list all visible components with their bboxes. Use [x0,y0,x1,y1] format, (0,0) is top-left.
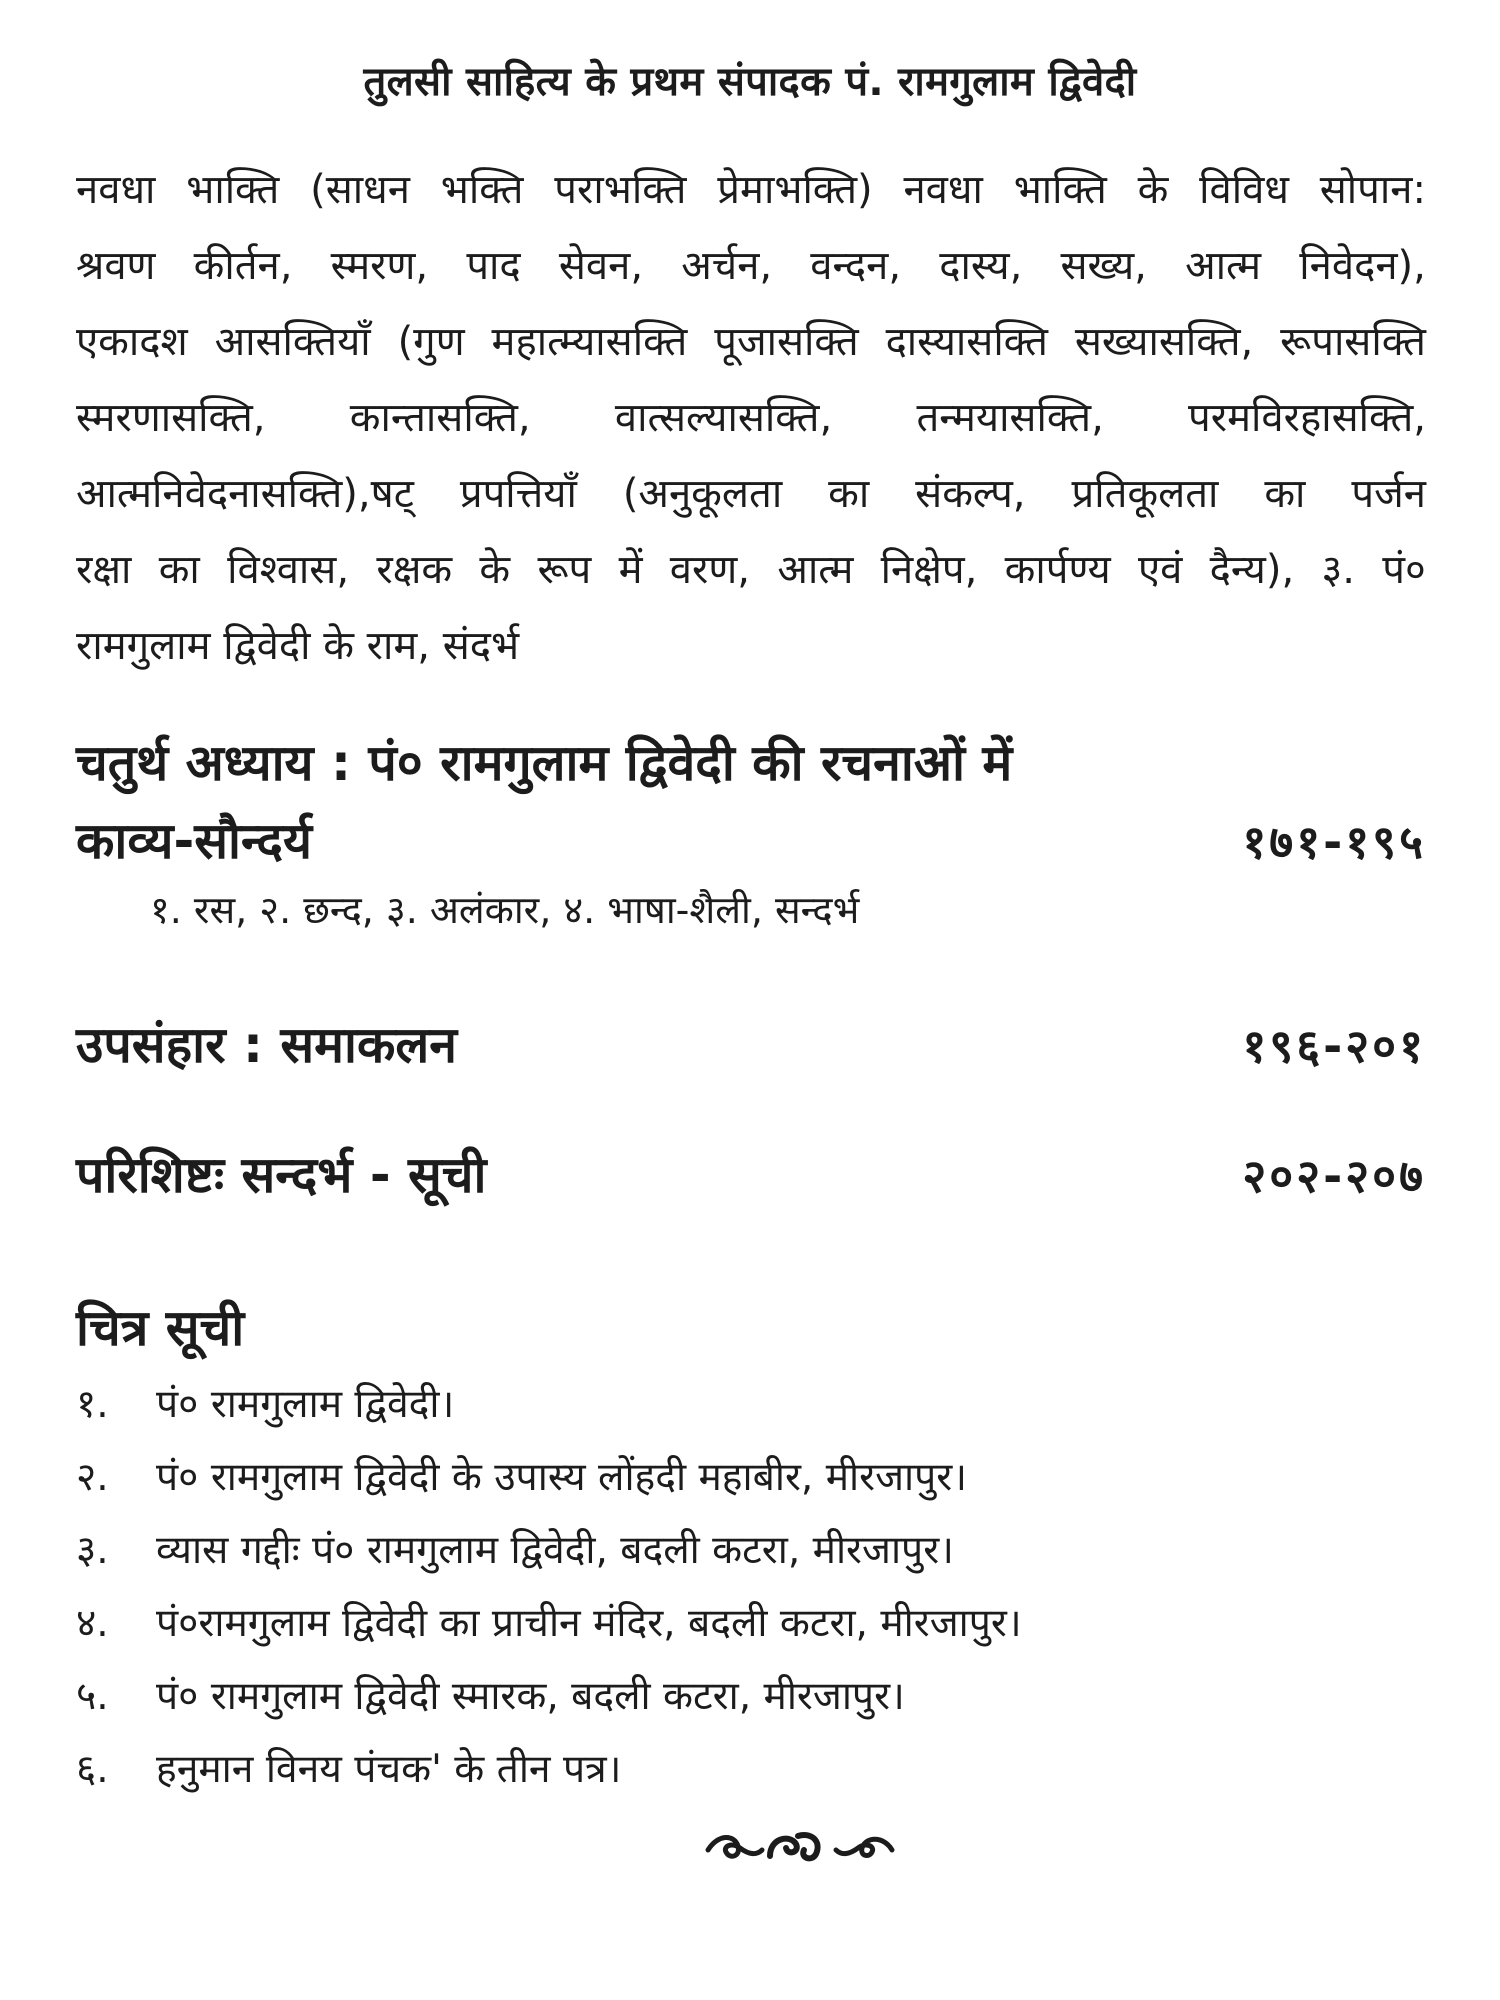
paragraph-word: स्मरण, [330,243,429,289]
figure-number: ४. [76,1601,109,1646]
paragraph-word: (साधन [310,167,410,213]
paragraph-word: आत्मनिवेदनासक्ति),षट् [76,471,414,517]
figure-list-item [76,1733,1426,1806]
paragraph-word: भाक्ति [1013,167,1107,213]
paragraph-word: (अनुकूलता [622,471,783,517]
paragraph-word: का [1264,471,1306,517]
paragraph-word: वन्दन, [810,243,902,289]
decorative-flourish-icon [700,1826,900,1870]
figure-caption: पं०रामगुलाम द्विवेदी का प्राचीन मंदिर, बदली कटरा, मीरजापुर। [156,1601,1022,1646]
paragraph-word: कीर्तन, [193,243,293,289]
paragraph-word: के [1137,167,1169,213]
paragraph-word: विविध [1199,167,1289,213]
paragraph-word: दास्यासक्ति [885,319,1048,365]
paragraph-word: दास्य, [939,243,1023,289]
figure-list-item [76,1441,1426,1514]
appendix-page-range: २०२-२०७ [1242,1149,1426,1203]
figure-caption: व्यास गद्दीः पं० रामगुलाम द्विवेदी, बदली कटरा, मीरजापुर। [156,1528,954,1573]
paragraph-line [76,456,1426,532]
figure-list-section [76,1288,1426,1806]
paragraph-word: प्रपत्तियाँ [459,471,577,517]
figure-number: २. [76,1455,109,1500]
chapter-four-subtopics: १. रस, २. छन्द, ३. अलंकार, ४. भाषा-शैली, सन्दर्भ [150,888,860,932]
appendix-entry [76,1136,1426,1214]
paragraph-word: नवधा [903,167,983,213]
paragraph-word: सख्यासक्ति, [1074,319,1254,365]
paragraph-word: पराभक्ति [554,167,687,213]
paragraph-word: एवं [1137,547,1183,593]
paragraph-line [76,228,1426,304]
paragraph-word: रूपासक्ति [1280,319,1426,365]
paragraph-line [76,532,1426,608]
paragraph-word: ३. [1321,547,1355,593]
figure-number: ६. [76,1747,109,1792]
paragraph-word: कार्पण्य [1004,547,1111,593]
paragraph-word: पं० [1382,547,1426,593]
paragraph-word: कान्तासक्ति, [349,395,531,441]
paragraph-word: स्मरणासक्ति, [76,395,266,441]
paragraph-word: भक्ति [440,167,524,213]
paragraph-word: प्रेमाभक्ति) [717,167,873,213]
paragraph-word: नवधा [76,167,156,213]
paragraph-word: का [828,471,870,517]
paragraph-word: आत्म [777,547,854,593]
chapter-four-entry [76,724,1426,940]
chapter-four-title-line2: काव्य-सौन्दर्य [76,812,312,870]
paragraph-word: निवेदन), [1299,243,1426,289]
figure-number: ५. [76,1674,109,1719]
paragraph-word: आसक्तियाँ [214,319,371,365]
contents-paragraph [76,152,1426,684]
figure-list-heading: चित्र सूची [76,1299,245,1357]
figure-caption: हनुमान विनय पंचक' के तीन पत्र। [156,1747,622,1792]
paragraph-word: श्रवण [76,243,156,289]
paragraph-word: अर्चन, [681,243,773,289]
paragraph-word: परमविरहासक्ति, [1188,395,1426,441]
figure-caption: पं० रामगुलाम द्विवेदी स्मारक, बदली कटरा, मीरजापुर। [156,1674,905,1719]
paragraph-word: में [618,547,643,593]
epilogue-entry [76,1006,1426,1084]
paragraph-word: सोपान: [1319,167,1426,213]
appendix-title: परिशिष्टः सन्दर्भ - सूची [76,1146,487,1204]
paragraph-word: पर्जन [1351,471,1426,517]
chapter-four-title-row [76,802,1426,880]
paragraph-word: प्रतिकूलता [1071,471,1219,517]
epilogue-page-range: १९६-२०१ [1242,1019,1426,1073]
paragraph-word: एकादश [76,319,188,365]
paragraph-word: संकल्प, [915,471,1026,517]
figure-caption: पं० रामगुलाम द्विवेदी। [156,1382,455,1427]
paragraph-word: महात्म्यासक्ति [491,319,688,365]
epilogue-row [76,1006,1426,1084]
chapter-four-page-range: १७१-१९५ [1242,815,1426,869]
paragraph-word: विश्वास, [227,547,350,593]
epilogue-title: उपसंहार : समाकलन [76,1016,458,1074]
chapter-four-title-line1: चतुर्थ अध्याय : पं० रामगुलाम द्विवेदी की रचनाओं में [76,734,1013,792]
figure-list [76,1368,1426,1806]
paragraph-line [76,380,1426,456]
appendix-row [76,1136,1426,1214]
paragraph-line [76,304,1426,380]
figure-number: ३. [76,1528,109,1573]
figure-number: १. [76,1382,109,1427]
paragraph-word: वात्सल्यासक्ति, [614,395,833,441]
paragraph-word: दैन्य), [1209,547,1295,593]
figure-list-item [76,1368,1426,1441]
paragraph-word: आत्म [1185,243,1262,289]
paragraph-word: पूजासक्ति [714,319,859,365]
paragraph-line: रामगुलाम द्विवेदी के राम, संदर्भ [76,623,520,669]
paragraph-word: रक्षक [376,547,453,593]
figure-caption: पं० रामगुलाम द्विवेदी के उपास्य लोंहदी महाबीर, मीरजापुर। [156,1455,968,1500]
paragraph-word: वरण, [669,547,751,593]
paragraph-word: (गुण [397,319,465,365]
paragraph-word: तन्मयासक्ति, [916,395,1104,441]
running-head: तुलसी साहित्य के प्रथम संपादक पं. रामगुलाम द्विवेदी [363,59,1137,105]
figure-list-item [76,1660,1426,1733]
paragraph-word: सख्य, [1060,243,1147,289]
figure-list-item [76,1587,1426,1660]
paragraph-word: भाक्ति [186,167,280,213]
paragraph-word: रूप [537,547,592,593]
paragraph-word: निक्षेप, [880,547,978,593]
paragraph-word: सेवन, [558,243,644,289]
figure-list-item [76,1514,1426,1587]
paragraph-word: पाद [466,243,521,289]
paragraph-word: रक्षा [76,547,132,593]
paragraph-word: के [479,547,511,593]
paragraph-word: का [158,547,200,593]
paragraph-line [76,152,1426,228]
